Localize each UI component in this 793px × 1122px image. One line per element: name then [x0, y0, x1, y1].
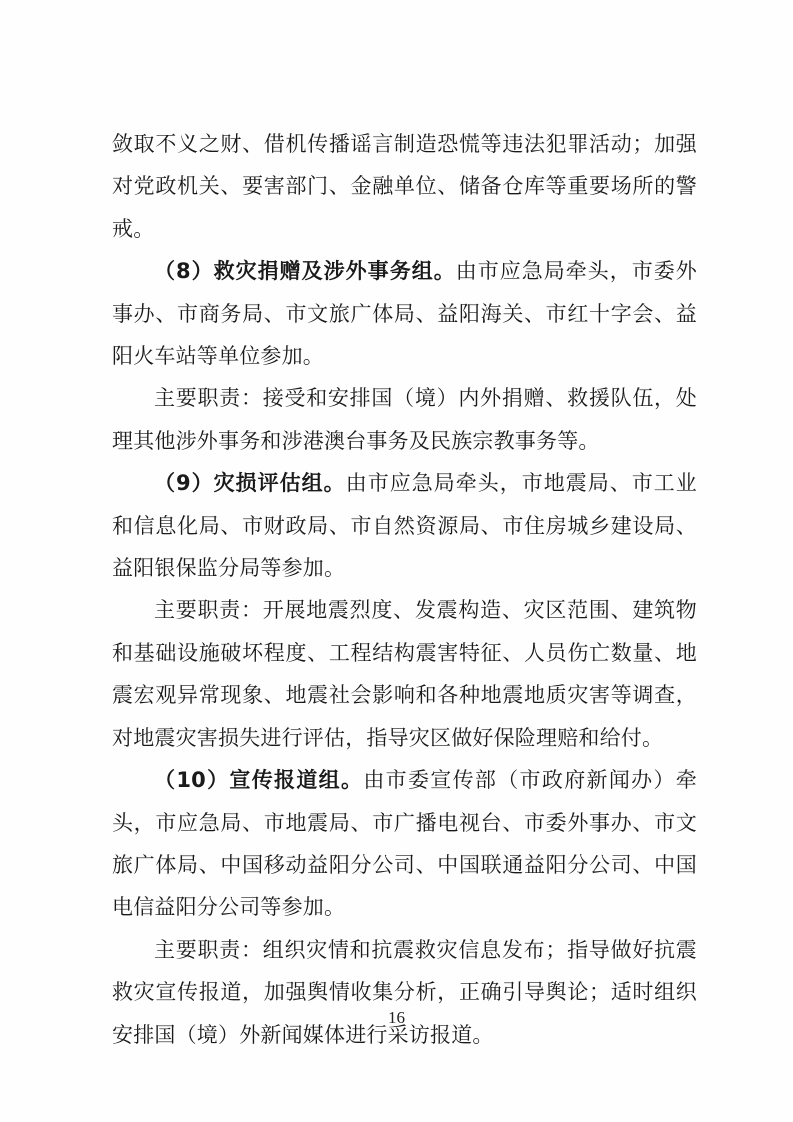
paragraph-text: 由市应急局牵头，市地震局、市工业和信息化局、市财政局、市自然资源局、市住房城乡建设局、益阳银保监分局等参加。: [112, 471, 697, 581]
page-number: 16: [388, 1008, 405, 1027]
paragraph-damage-assessment-duties: [112, 589, 697, 759]
paragraph-text: 敛取不义之财、借机传播谣言制造恐慌等违法犯罪活动；加强对党政机关、要害部门、金融单位、储备仓库等重要场所的警戒。: [112, 132, 697, 241]
document-body: [112, 123, 697, 1056]
paragraph-text: 由市委宣传部（市政府新闻办）牵头，市应急局、市地震局、市广播电视台、市委外事办、市文旅广体局、中国移动益阳分公司、中国联通益阳分公司、中国电信益阳分公司等参加。: [112, 768, 697, 920]
paragraph-text: 由市应急局牵头，市委外事办、市商务局、市文旅广体局、益阳海关、市红十字会、益阳火车站等单位参加。: [112, 259, 697, 369]
paragraph-public-security-continued: [112, 123, 697, 250]
paragraph-donation-duties: [112, 377, 697, 462]
paragraph-publicity-group: [112, 759, 697, 929]
section-heading-publicity: （10）宣传报道组。: [154, 768, 364, 793]
section-heading-damage-assessment: （9）灾损评估组。: [154, 471, 346, 496]
paragraph-text: 主要职责：接受和安排国（境）内外捐赠、救援队伍，处理其他涉外事务和涉港澳台事务及民族宗教事务等。: [112, 386, 697, 453]
paragraph-publicity-duties: [112, 929, 697, 1056]
paragraph-text: 主要职责：开展地震烈度、发震构造、灾区范围、建筑物和基础设施破坏程度、工程结构震害特征、人员伤亡数量、地震宏观异常现象、地震社会影响和各种地震地质灾害等调查，对地震灾害损失进行评估，指导灾区做好保险理赔和给付。: [112, 598, 697, 750]
paragraph-damage-assessment-group: [112, 462, 697, 589]
paragraph-text: 主要职责：组织灾情和抗震救灾信息发布；指导做好抗震救灾宣传报道，加强舆情收集分析，正确引导舆论；适时组织安排国（境）外新闻媒体进行采访报道。: [112, 937, 697, 1047]
paragraph-donation-foreign-affairs-group: [112, 250, 697, 377]
section-heading-donation-foreign-affairs: （8）救灾捐赠及涉外事务组。: [154, 259, 456, 284]
